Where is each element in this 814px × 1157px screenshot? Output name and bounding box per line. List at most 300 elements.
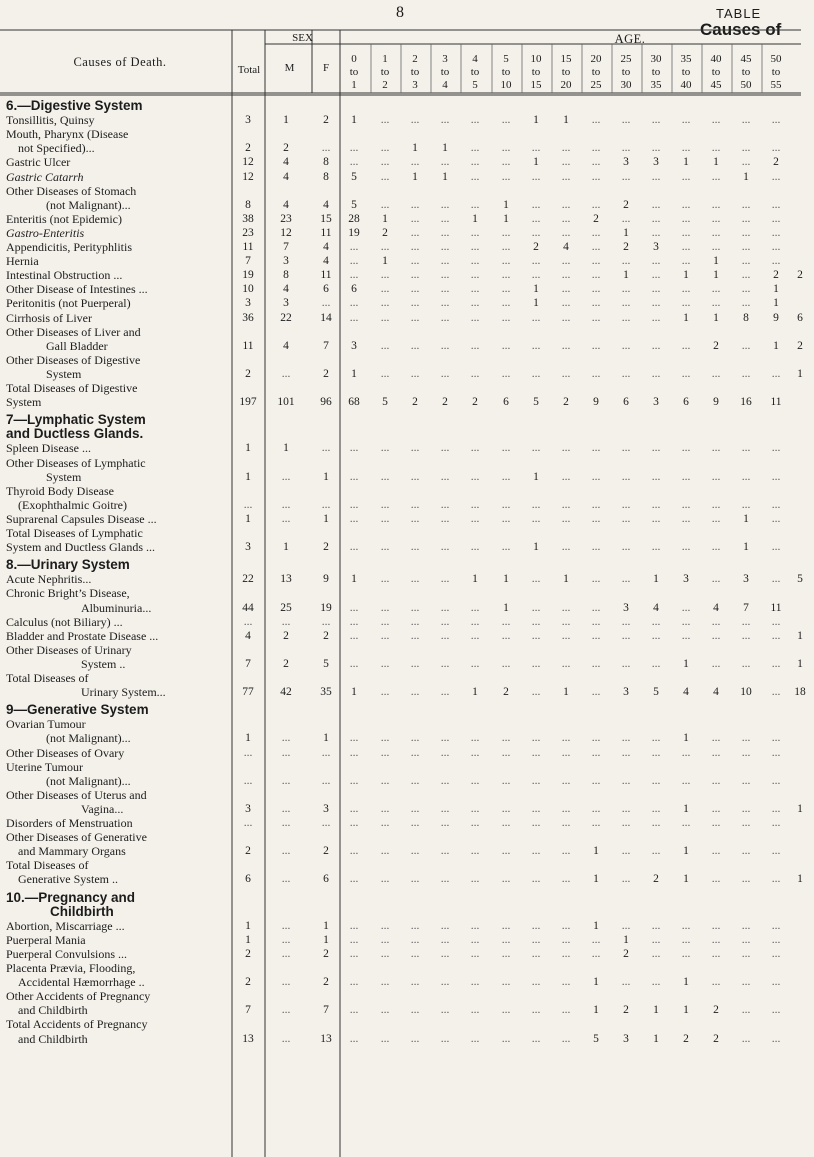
empty-cell: ... — [711, 817, 721, 829]
empty-cell: ... — [681, 170, 691, 183]
empty-cell: ... — [561, 156, 571, 169]
table-row — [0, 498, 801, 512]
count-cell: 1 — [593, 845, 599, 858]
age-to-word: to — [621, 66, 631, 78]
empty-cell: ... — [380, 442, 390, 455]
count-cell: 13 — [320, 1032, 332, 1045]
count-cell: 4 — [713, 686, 719, 699]
empty-cell: ... — [501, 498, 511, 511]
empty-cell: ... — [771, 470, 781, 483]
age-from: 5 — [503, 53, 509, 65]
empty-cell: ... — [470, 976, 480, 989]
empty-cell: ... — [281, 1032, 291, 1045]
empty-cell: ... — [771, 686, 781, 699]
cause-label: and Childbirth — [18, 1003, 88, 1018]
empty-cell: ... — [321, 817, 331, 829]
age-to-word: to — [470, 66, 480, 78]
count-cell: 1 — [503, 198, 509, 211]
empty-cell: ... — [531, 686, 541, 699]
age-from: 2 — [412, 53, 418, 65]
female-header: F — [322, 62, 330, 74]
empty-cell: ... — [651, 933, 661, 946]
empty-cell: ... — [470, 629, 480, 642]
empty-cell: ... — [470, 297, 480, 310]
empty-cell: ... — [591, 541, 601, 554]
table-row — [0, 572, 801, 586]
empty-cell: ... — [440, 339, 450, 352]
count-cell: 3 — [653, 241, 659, 253]
count-cell: 3 — [623, 1032, 629, 1045]
cause-label: Vagina... — [81, 801, 124, 816]
row-label-continued — [0, 456, 801, 470]
empty-cell: ... — [410, 746, 420, 759]
table-row — [0, 933, 801, 947]
empty-cell: ... — [711, 573, 721, 586]
empty-cell: ... — [349, 442, 359, 455]
empty-cell: ... — [561, 142, 571, 155]
empty-cell: ... — [281, 817, 291, 829]
age-to-word: to — [711, 66, 721, 78]
empty-cell: ... — [410, 774, 420, 787]
count-cell: 1 — [683, 976, 689, 989]
empty-cell: ... — [741, 198, 751, 211]
empty-cell: ... — [561, 615, 571, 628]
count-cell: 3 — [245, 802, 251, 815]
count-cell: 2 — [323, 367, 329, 380]
empty-cell: ... — [410, 255, 420, 268]
age-range-header — [582, 53, 610, 92]
empty-cell: ... — [470, 774, 480, 787]
empty-cell: ... — [243, 746, 253, 759]
empty-cell: ... — [741, 1004, 751, 1017]
cause-label: Gastric Ulcer — [6, 155, 71, 170]
cause-label: Albuminuria... — [81, 600, 152, 615]
cause-label: Puerperal Convulsions ... — [6, 946, 127, 961]
empty-cell: ... — [621, 629, 631, 642]
count-cell: 1 — [743, 512, 749, 525]
empty-cell: ... — [410, 198, 420, 211]
empty-cell: ... — [470, 142, 480, 155]
count-cell: 5 — [351, 198, 357, 211]
empty-cell: ... — [531, 367, 541, 380]
empty-cell: ... — [440, 1004, 450, 1017]
count-cell: 1 — [743, 170, 749, 183]
empty-cell: ... — [621, 311, 631, 324]
count-cell: 10 — [242, 283, 254, 296]
empty-cell: ... — [741, 114, 751, 127]
age-to-word: to — [501, 66, 511, 78]
age-from: 1 — [382, 53, 388, 65]
empty-cell: ... — [410, 873, 420, 886]
cause-label: Total Diseases of — [6, 671, 89, 685]
count-cell: 1 — [653, 573, 659, 586]
empty-cell: ... — [470, 657, 480, 670]
empty-cell: ... — [501, 919, 511, 932]
count-cell: 4 — [283, 156, 289, 169]
count-cell: 1 — [713, 156, 719, 169]
empty-cell: ... — [321, 142, 331, 155]
empty-cell: ... — [561, 212, 571, 225]
empty-cell: ... — [321, 615, 331, 628]
count-cell: 2 — [323, 629, 329, 642]
age-range-header — [401, 53, 429, 92]
count-cell: 13 — [242, 1032, 254, 1045]
empty-cell: ... — [741, 873, 751, 886]
table-row — [0, 240, 801, 254]
empty-cell: ... — [681, 470, 691, 483]
empty-cell: ... — [380, 311, 390, 324]
empty-cell: ... — [440, 601, 450, 614]
empty-cell: ... — [410, 311, 420, 324]
count-cell: 1 — [743, 541, 749, 554]
empty-cell: ... — [771, 241, 781, 253]
cause-label: Placenta Prævia, Flooding, — [6, 961, 136, 975]
empty-cell: ... — [380, 241, 390, 253]
empty-cell: ... — [561, 541, 571, 554]
age-from: 20 — [590, 53, 602, 65]
age-to: 50 — [740, 79, 752, 91]
empty-cell: ... — [591, 170, 601, 183]
count-cell: 22 — [280, 311, 292, 324]
count-cell: 11 — [320, 269, 332, 282]
empty-cell: ... — [741, 746, 751, 759]
empty-cell: ... — [380, 657, 390, 670]
count-cell: 22 — [242, 573, 254, 586]
count-cell: 1 — [683, 802, 689, 815]
count-cell: 1 — [713, 269, 719, 282]
empty-cell: ... — [349, 269, 359, 282]
empty-cell: ... — [349, 873, 359, 886]
empty-cell: ... — [531, 442, 541, 455]
empty-cell: ... — [501, 442, 511, 455]
empty-cell: ... — [410, 114, 420, 127]
count-cell: 1 — [283, 114, 289, 127]
count-cell: 1 — [351, 114, 357, 127]
table-row — [0, 872, 801, 886]
empty-cell: ... — [591, 367, 601, 380]
count-cell: 36 — [242, 311, 254, 324]
count-cell: 1 — [323, 512, 329, 525]
empty-cell: ... — [771, 947, 781, 960]
empty-cell: ... — [410, 817, 420, 829]
empty-cell: ... — [771, 573, 781, 586]
table-row — [0, 731, 801, 745]
cause-label: Total Accidents of Pregnancy — [6, 1017, 148, 1032]
empty-cell: ... — [501, 142, 511, 155]
empty-cell: ... — [621, 615, 631, 628]
empty-cell: ... — [771, 170, 781, 183]
empty-cell: ... — [741, 615, 751, 628]
age-to-word: to — [561, 66, 571, 78]
total-header: Total — [237, 64, 261, 76]
empty-cell: ... — [711, 976, 721, 989]
table-row — [0, 296, 801, 310]
empty-cell: ... — [621, 732, 631, 745]
age-to: 2 — [382, 79, 388, 91]
empty-cell: ... — [349, 615, 359, 628]
empty-cell: ... — [651, 976, 661, 989]
empty-cell: ... — [440, 873, 450, 886]
empty-cell: ... — [380, 339, 390, 352]
count-cell: 2 — [623, 241, 629, 253]
empty-cell: ... — [349, 732, 359, 745]
age-to-word: to — [410, 66, 420, 78]
empty-cell: ... — [440, 541, 450, 554]
empty-cell: ... — [651, 732, 661, 745]
count-cell: 1 — [563, 114, 569, 127]
count-cell: 2 — [773, 269, 779, 282]
empty-cell: ... — [741, 802, 751, 815]
empty-cell: ... — [621, 339, 631, 352]
count-cell: 2 — [713, 1032, 719, 1045]
empty-cell: ... — [591, 817, 601, 829]
count-cell: 1 — [245, 442, 251, 455]
empty-cell: ... — [281, 470, 291, 483]
empty-cell: ... — [711, 873, 721, 886]
age-to-word: to — [651, 66, 661, 78]
empty-cell: ... — [380, 802, 390, 815]
empty-cell: ... — [711, 919, 721, 932]
empty-cell: ... — [591, 512, 601, 525]
count-cell: 7 — [323, 1004, 329, 1017]
count-cell: 1 — [683, 1004, 689, 1017]
empty-cell: ... — [711, 170, 721, 183]
empty-cell: ... — [621, 976, 631, 989]
count-cell: 1 — [472, 212, 478, 225]
causes-header: Causes of Death. — [73, 55, 167, 69]
empty-cell: ... — [621, 817, 631, 829]
count-cell: 19 — [320, 601, 332, 614]
table-row — [0, 816, 801, 830]
empty-cell: ... — [380, 845, 390, 858]
empty-cell: ... — [651, 629, 661, 642]
table-row — [0, 601, 801, 615]
empty-cell: ... — [531, 1032, 541, 1045]
empty-cell: ... — [681, 297, 691, 310]
count-cell: 6 — [323, 873, 329, 886]
table-row — [0, 512, 801, 526]
count-cell: 8 — [743, 311, 749, 324]
empty-cell: ... — [501, 269, 511, 282]
empty-cell: ... — [561, 498, 571, 511]
empty-cell: ... — [561, 817, 571, 829]
empty-cell: ... — [531, 976, 541, 989]
empty-cell: ... — [321, 774, 331, 787]
empty-cell: ... — [501, 170, 511, 183]
empty-cell: ... — [711, 802, 721, 815]
age-from: 15 — [560, 53, 572, 65]
empty-cell: ... — [281, 615, 291, 628]
empty-cell: ... — [621, 297, 631, 310]
age-to: 1 — [351, 79, 357, 91]
empty-cell: ... — [281, 947, 291, 960]
cause-label: Other Accidents of Pregnancy — [6, 989, 151, 1004]
empty-cell: ... — [410, 919, 420, 932]
empty-cell: ... — [741, 226, 751, 239]
table-row — [0, 975, 801, 989]
empty-cell: ... — [591, 339, 601, 352]
count-cell: 2 — [713, 339, 719, 352]
empty-cell: ... — [281, 976, 291, 989]
empty-cell: ... — [281, 1004, 291, 1017]
empty-cell: ... — [591, 601, 601, 614]
empty-cell: ... — [681, 629, 691, 642]
table-row — [0, 141, 801, 155]
table-row — [0, 629, 801, 643]
empty-cell: ... — [501, 657, 511, 670]
row-label-continued — [0, 127, 801, 141]
empty-cell: ... — [771, 802, 781, 815]
empty-cell: ... — [771, 817, 781, 829]
count-cell: 4 — [683, 686, 689, 699]
count-cell: 1 — [797, 802, 803, 815]
empty-cell: ... — [410, 686, 420, 699]
age-to-word: to — [440, 66, 450, 78]
empty-cell: ... — [771, 657, 781, 670]
count-cell: 6 — [797, 311, 803, 324]
empty-cell: ... — [651, 283, 661, 296]
empty-cell: ... — [281, 845, 291, 858]
empty-cell: ... — [591, 657, 601, 670]
empty-cell: ... — [470, 601, 480, 614]
count-cell: 2 — [245, 845, 251, 858]
cause-label: System .. — [81, 656, 126, 671]
empty-cell: ... — [621, 470, 631, 483]
empty-cell: ... — [741, 1032, 751, 1045]
count-cell: 1 — [713, 311, 719, 324]
empty-cell: ... — [501, 976, 511, 989]
cause-label: Total Diseases of Digestive — [6, 381, 138, 395]
empty-cell: ... — [591, 947, 601, 960]
cause-label: Disorders of Menstruation — [6, 816, 133, 830]
empty-cell: ... — [741, 241, 751, 253]
empty-cell: ... — [349, 142, 359, 155]
count-cell: 19 — [242, 269, 254, 282]
count-cell: 1 — [683, 873, 689, 886]
count-cell: 1 — [245, 732, 251, 745]
empty-cell: ... — [651, 142, 661, 155]
empty-cell: ... — [531, 573, 541, 586]
empty-cell: ... — [501, 947, 511, 960]
empty-cell: ... — [531, 802, 541, 815]
empty-cell: ... — [243, 774, 253, 787]
count-cell: 1 — [683, 845, 689, 858]
count-cell: 9 — [713, 396, 719, 409]
count-cell: 1 — [472, 686, 478, 699]
empty-cell: ... — [321, 297, 331, 310]
empty-cell: ... — [281, 367, 291, 380]
table-row — [0, 339, 801, 353]
count-cell: 2 — [323, 541, 329, 554]
age-to: 5 — [472, 79, 478, 91]
empty-cell: ... — [501, 339, 511, 352]
empty-cell: ... — [651, 226, 661, 239]
empty-cell: ... — [711, 283, 721, 296]
empty-cell: ... — [501, 802, 511, 815]
table-row — [0, 615, 801, 629]
count-cell: 3 — [323, 802, 329, 815]
empty-cell: ... — [681, 601, 691, 614]
cause-label: Chronic Bright’s Disease, — [6, 586, 130, 601]
empty-cell: ... — [591, 498, 601, 511]
age-range-header — [612, 53, 640, 92]
cause-label: Generative System .. — [18, 872, 118, 887]
empty-cell: ... — [531, 601, 541, 614]
empty-cell: ... — [470, 498, 480, 511]
count-cell: 1 — [323, 732, 329, 745]
count-cell: 96 — [320, 396, 332, 409]
count-cell: 1 — [382, 212, 388, 225]
empty-cell: ... — [531, 226, 541, 239]
count-cell: 1 — [773, 283, 779, 296]
row-label-continued — [0, 325, 801, 339]
count-cell: 3 — [683, 573, 689, 586]
empty-cell: ... — [410, 241, 420, 253]
empty-cell: ... — [470, 845, 480, 858]
empty-cell: ... — [410, 541, 420, 554]
empty-cell: ... — [531, 498, 541, 511]
empty-cell: ... — [711, 732, 721, 745]
count-cell: 6 — [503, 396, 509, 409]
empty-cell: ... — [771, 919, 781, 932]
empty-cell: ... — [410, 156, 420, 169]
age-to: 10 — [500, 79, 512, 91]
empty-cell: ... — [741, 442, 751, 455]
count-cell: 1 — [412, 170, 418, 183]
empty-cell: ... — [501, 1032, 511, 1045]
empty-cell: ... — [349, 311, 359, 324]
section-heading-continued — [0, 905, 801, 919]
count-cell: 9 — [593, 396, 599, 409]
count-cell: 1 — [323, 919, 329, 932]
cause-label: Gastric Catarrh — [6, 169, 84, 184]
empty-cell: ... — [591, 802, 601, 815]
empty-cell: ... — [681, 114, 691, 127]
table-row — [0, 657, 801, 671]
count-cell: 3 — [623, 686, 629, 699]
count-cell: 2 — [323, 845, 329, 858]
age-to-word: to — [531, 66, 541, 78]
age-from: 40 — [710, 53, 722, 65]
count-cell: 12 — [242, 170, 254, 183]
empty-cell: ... — [501, 774, 511, 787]
age-to: 30 — [620, 79, 632, 91]
count-cell: 1 — [593, 919, 599, 932]
cause-label: System — [46, 366, 82, 381]
count-cell: 1 — [245, 512, 251, 525]
empty-cell: ... — [591, 442, 601, 455]
count-cell: 2 — [283, 142, 289, 155]
age-to: 55 — [770, 79, 782, 91]
empty-cell: ... — [440, 1032, 450, 1045]
empty-cell: ... — [711, 615, 721, 628]
cause-label: Gastro-Enteritis — [6, 225, 85, 240]
empty-cell: ... — [380, 198, 390, 211]
age-to: 35 — [650, 79, 662, 91]
empty-cell: ... — [591, 686, 601, 699]
cause-label: (not Malignant)... — [46, 197, 131, 212]
count-cell: 1 — [683, 732, 689, 745]
empty-cell: ... — [681, 615, 691, 628]
empty-cell: ... — [681, 339, 691, 352]
empty-cell: ... — [501, 615, 511, 628]
section-title: 9—Generative System — [6, 702, 149, 718]
empty-cell: ... — [621, 774, 631, 787]
empty-cell: ... — [440, 367, 450, 380]
empty-cell: ... — [501, 114, 511, 127]
count-cell: 1 — [593, 873, 599, 886]
section-title: 10.—Pregnancy and — [6, 889, 136, 905]
